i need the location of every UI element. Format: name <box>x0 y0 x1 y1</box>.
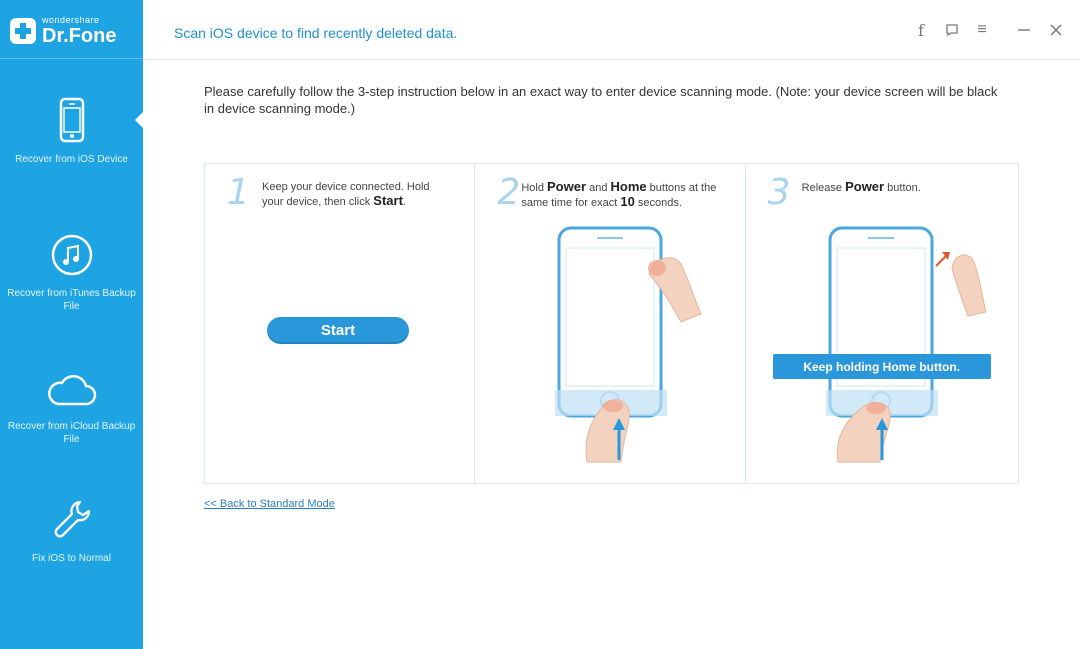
step-number: 2 <box>497 172 521 213</box>
step-text: Release Power button. <box>801 179 921 194</box>
sidebar-item-fix-ios[interactable] <box>0 498 143 565</box>
sidebar <box>0 0 143 649</box>
sidebar-item-recover-ios[interactable] <box>0 97 143 166</box>
sidebar-item-recover-itunes[interactable] <box>0 233 143 313</box>
plus-logo-icon <box>10 18 36 44</box>
minimize-icon[interactable] <box>1014 20 1034 40</box>
back-to-standard-mode-link[interactable]: << Back to Standard Mode <box>204 498 335 510</box>
feedback-icon[interactable] <box>942 20 962 40</box>
keep-holding-tooltip: Keep holding Home button. <box>773 354 991 379</box>
header <box>143 0 1080 60</box>
main-content <box>143 61 1080 649</box>
step-3 <box>746 164 1018 483</box>
step-text: Keep your device connected. Hold your device, then click Start. <box>262 181 430 208</box>
step-number: 1 <box>227 172 250 213</box>
close-icon[interactable] <box>1046 20 1066 40</box>
start-button[interactable]: Start <box>267 317 409 344</box>
page-title: Scan iOS device to find recently deleted data. <box>174 25 458 41</box>
menu-icon[interactable]: ≡ <box>977 21 987 38</box>
iphone-illustration-release-icon <box>796 224 986 464</box>
brand-big: Dr.Fone <box>42 25 117 47</box>
steps-panel <box>204 163 1019 484</box>
step-number: 3 <box>767 172 791 213</box>
wrench-icon <box>0 498 143 546</box>
brand-small: wondershare <box>42 15 100 25</box>
step-text: Hold Power and Home buttons at the same time for exact 10 seconds. <box>521 179 717 209</box>
instruction-text: Please carefully follow the 3-step instruction below in an exact way to enter device scanning mode. (Note: your device screen will be black in device scanning mode.) <box>204 84 998 116</box>
sidebar-item-label: Recover from iCloud Backup File <box>7 421 136 445</box>
sidebar-item-label: Fix iOS to Normal <box>32 553 111 564</box>
sidebar-item-recover-icloud[interactable] <box>0 370 143 446</box>
facebook-icon[interactable]: f <box>918 20 924 40</box>
sidebar-item-label: Recover from iOS Device <box>15 154 128 165</box>
iphone-illustration-hold-icon <box>525 224 705 464</box>
sidebar-item-label: Recover from iTunes Backup File <box>7 288 136 312</box>
active-pointer <box>135 112 143 128</box>
app-logo <box>10 12 116 50</box>
step-2 <box>475 164 745 483</box>
logo-divider <box>0 58 143 59</box>
itunes-icon <box>0 233 143 281</box>
step-1 <box>205 164 475 483</box>
iphone-icon <box>0 97 143 147</box>
cloud-icon <box>0 370 143 414</box>
